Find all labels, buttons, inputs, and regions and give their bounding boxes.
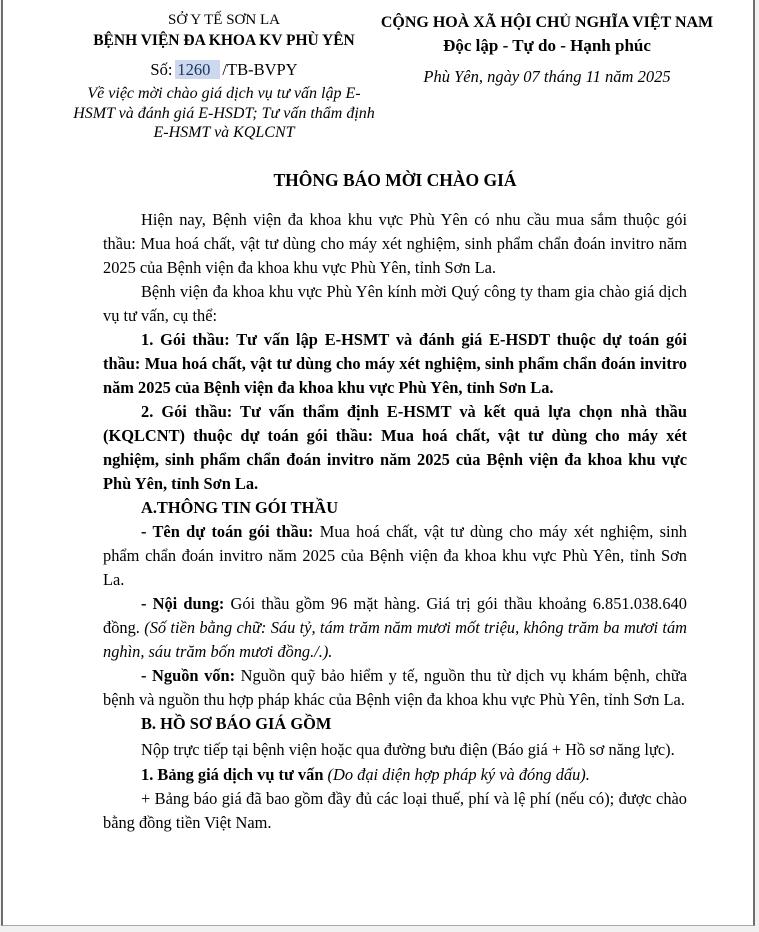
quote-item-1: [103, 763, 687, 787]
document-subject: Về việc mời chào giá dịch vụ tư vấn lập E-HSMT và đánh giá E-HSDT; Tư vấn thẩm định E-HSMT và KQLCNT: [73, 85, 375, 141]
place-date-line: Phù Yên, ngày 07 tháng 11 năm 2025: [423, 67, 671, 86]
item-content-amount-in-words: (Số tiền bằng chữ: Sáu tỷ, tám trăm năm mươi mốt triệu, không trăm ba mươi tám nghìn, sáu trăm bốn mươi đồng./.).: [103, 617, 687, 661]
item-project-name-label: - Tên dự toán gói thầu:: [141, 521, 314, 541]
issuer-hospital-name: BỆNH VIỆN ĐA KHOA KV PHÙ YÊN: [93, 32, 355, 49]
document-number-suffix: /TB-BVPY: [222, 60, 298, 79]
document-page: [1, 0, 755, 926]
paragraph-submission: Nộp trực tiếp tại bệnh viện hoặc qua đường bưu điện (Báo giá + Hồ sơ năng lực).: [141, 739, 675, 759]
document-body: [3, 168, 753, 835]
quote-item-1-note: (Do đại diện hợp pháp ký và đóng dấu).: [327, 764, 590, 784]
item-funding-label: - Nguồn vốn:: [141, 665, 236, 685]
paragraph-package-1: 1. Gói thầu: Tư vấn lập E-HSMT và đánh giá E-HSDT thuộc dự toán gói thầu: Mua hoá chất, vật tư dùng cho máy xét nghiệm, sinh phẩm chẩn đoán invitro năm 2025 của Bệnh viện đa khoa khu vực Phù Yên, tỉnh Sơn La.: [103, 329, 687, 397]
paragraph-package-2: 2. Gói thầu: Tư vấn thẩm định E-HSMT và kết quả lựa chọn nhà thầu (KQLCNT) thuộc dự toán gói thầu: Mua hoá chất, vật tư dùng cho máy xét nghiệm, sinh phẩm chẩn đoán invitro năm 2025 của Bệnh viện đa khoa khu vực Phù Yên, tỉnh Sơn La.: [103, 401, 687, 493]
item-funding-text: Nguồn quỹ bảo hiểm y tế, nguồn thu từ dịch vụ khám bệnh, chữa bệnh và nguồn thu hợp pháp khác của Bệnh viện đa khoa khu vực Phù Yên, tỉnh Sơn La.: [103, 665, 688, 709]
paragraph-tax-note: + Bảng báo giá đã bao gồm đầy đủ các loại thuế, phí và lệ phí (nếu có); được chào bằng đồng tiền Việt Nam.: [103, 788, 687, 832]
item-project-name-text: Mua hoá chất, vật tư dùng cho máy xét nghiệm, sinh phẩm chẩn đoán invitro năm 2025 của Bệnh viện đa khoa khu vực Phù Yên, tỉnh Sơn La.: [103, 521, 687, 589]
national-heading-block: [375, 10, 719, 143]
item-funding: [103, 664, 687, 712]
country-title: CỘNG HOÀ XÃ HỘI CHỦ NGHĨA VIỆT NAM: [380, 14, 714, 31]
document-header: [3, 0, 753, 143]
item-content-text: Gói thầu gồm 96 mặt hàng. Giá trị gói thầu khoảng 6.851.038.640 đồng.: [103, 593, 687, 637]
section-b-heading: B. HỒ SƠ BÁO GIÁ GỒM: [141, 713, 332, 733]
paragraph-intro: Hiện nay, Bệnh viện đa khoa khu vực Phù Yên có nhu cầu mua sắm thuộc gói thầu: Mua hoá chất, vật tư dùng cho máy xét nghiệm, sinh phẩm chẩn đoán invitro năm 2025 của Bệnh viện đa khoa khu vực Phù Yên, tỉnh Sơn La.: [103, 209, 687, 277]
quote-item-1-label: 1. Bảng giá dịch vụ tư vấn: [141, 764, 328, 784]
issuer-department: SỞ Y TẾ SƠN LA: [168, 12, 280, 28]
national-motto: Độc lập - Tự do - Hạnh phúc: [443, 36, 651, 55]
item-content: [103, 592, 687, 664]
section-a-heading: A.THÔNG TIN GÓI THẦU: [141, 497, 339, 517]
paragraph-invitation: Bệnh viện đa khoa khu vực Phù Yên kính mời Quý công ty tham gia chào giá dịch vụ tư vấn, cụ thể:: [103, 281, 687, 325]
document-number-label: Số:: [150, 60, 173, 79]
document-number-line: [73, 59, 375, 81]
item-content-label: - Nội dung:: [141, 593, 225, 613]
document-number-field[interactable]: 1260: [175, 60, 220, 79]
issuer-block: [73, 10, 375, 143]
document-title: THÔNG BÁO MỜI CHÀO GIÁ: [273, 169, 517, 190]
item-project-name: [103, 520, 687, 592]
